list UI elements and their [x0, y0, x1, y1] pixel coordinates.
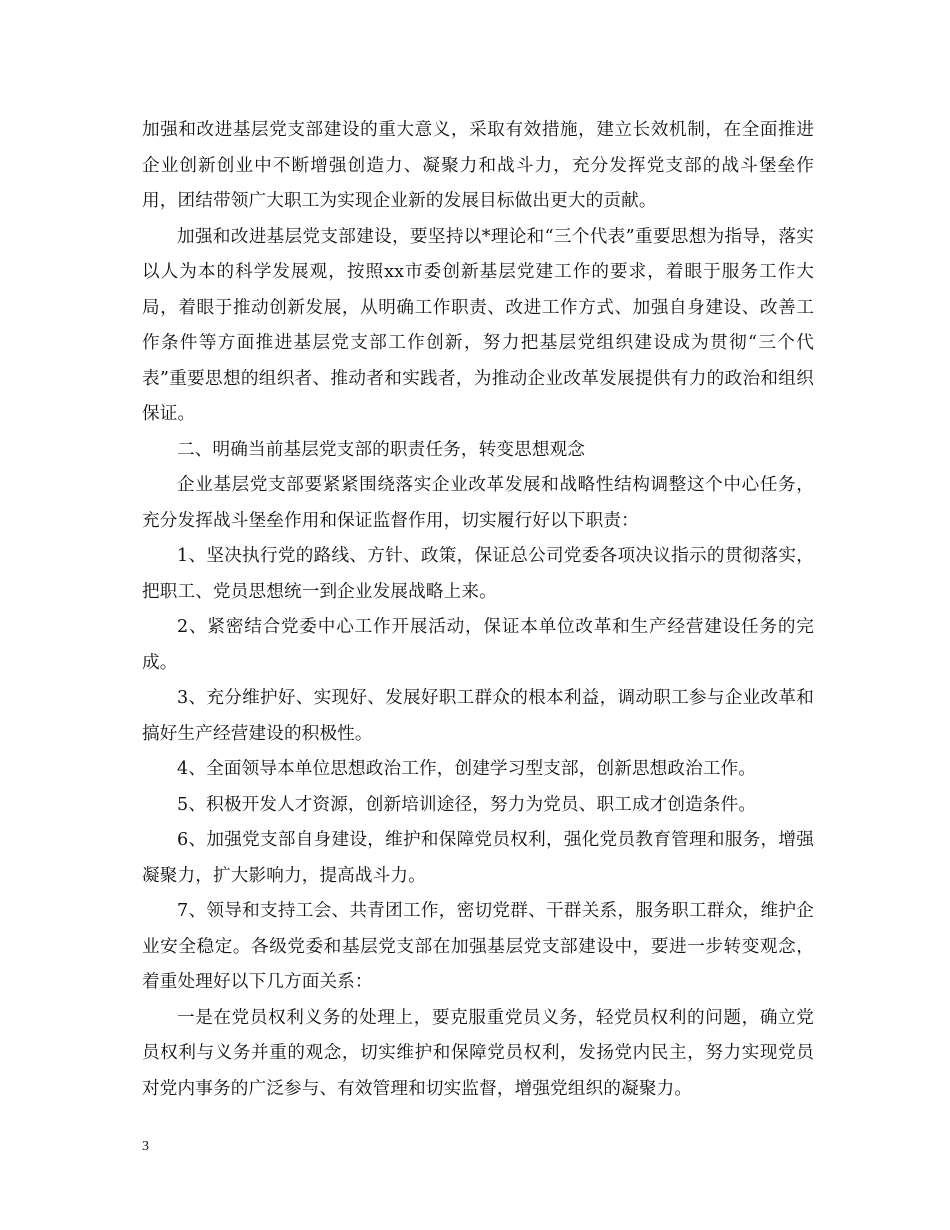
list-item-6: 6、加强党支部自身建设，维护和保障党员权利，强化党员教育管理和服务，增强凝聚力，扩大影响力，提高战斗力。: [142, 830, 814, 886]
paragraph-4: 一是在党员权利义务的处理上，要克服重党员义务，轻党员权利的问题，确立党员权利与义务并重的观念，切实维护和保障党员权利，发扬党内民主，努力实现党员对党内事务的广泛参与、有效管理和切实监督，增强党组织的凝聚力。: [142, 1007, 814, 1099]
page-number: 3: [142, 1139, 149, 1154]
list-item-4: 4、全面领导本单位思想政治工作，创建学习型支部，创新思想政治工作。: [177, 759, 757, 779]
list-item-7: 7、领导和支持工会、共青团工作，密切党群、干群关系，服务职工群众，维护企业安全稳定。各级党委和基层党支部在加强基层党支部建设中，要进一步转变观念，着重处理好以下几方面关系：: [142, 901, 814, 992]
document-body: [142, 113, 814, 1107]
paragraph-3: 企业基层党支部要紧紧围绕落实企业改革发展和战略性结构调整这个中心任务，充分发挥战斗堡垒作用和保证监督作用，切实履行好以下职责：: [142, 475, 814, 531]
list-item-5: 5、积极开发人才资源，创新培训途径，努力为党员、职工成才创造条件。: [177, 794, 757, 815]
section-heading: 二、明确当前基层党支部的职责任务，转变思想观念: [177, 439, 586, 460]
paragraph-2: 加强和改进基层党支部建设，要坚持以*理论和“三个代表”重要思想为指导，落实以人为本的科学发展观，按照xx市委创新基层党建工作的要求，着眼于服务工作大局，着眼于推动创新发展，从明确工作职责、改进工作方式、加强自身建设、改善工作条件等方面推进基层党支部工作创新，努力把基层党组织建设成为贯彻“三个代表”重要思想的组织者、推动者和实践者，为推动企业改革发展提供有力的政治和组织保证。: [142, 226, 814, 424]
list-item-3: 3、充分维护好、实现好、发展好职工群众的根本利益，调动职工参与企业改革和搞好生产经营建设的积极性。: [142, 688, 814, 744]
list-item-1: 1、坚决执行党的路线、方针、政策，保证总公司党委各项决议指示的贯彻落实，把职工、党员思想统一到企业发展战略上来。: [142, 546, 814, 602]
paragraph-1: 加强和改进基层党支部建设的重大意义，采取有效措施，建立长效机制，在全面推进企业创新创业中不断增强创造力、凝聚力和战斗力，充分发挥党支部的战斗堡垒作用，团结带领广大职工为实现企业新的发展目标做出更大的贡献。: [142, 120, 814, 211]
list-item-2: 2、紧密结合党委中心工作开展活动，保证本单位改革和生产经营建设任务的完成。: [142, 617, 814, 673]
